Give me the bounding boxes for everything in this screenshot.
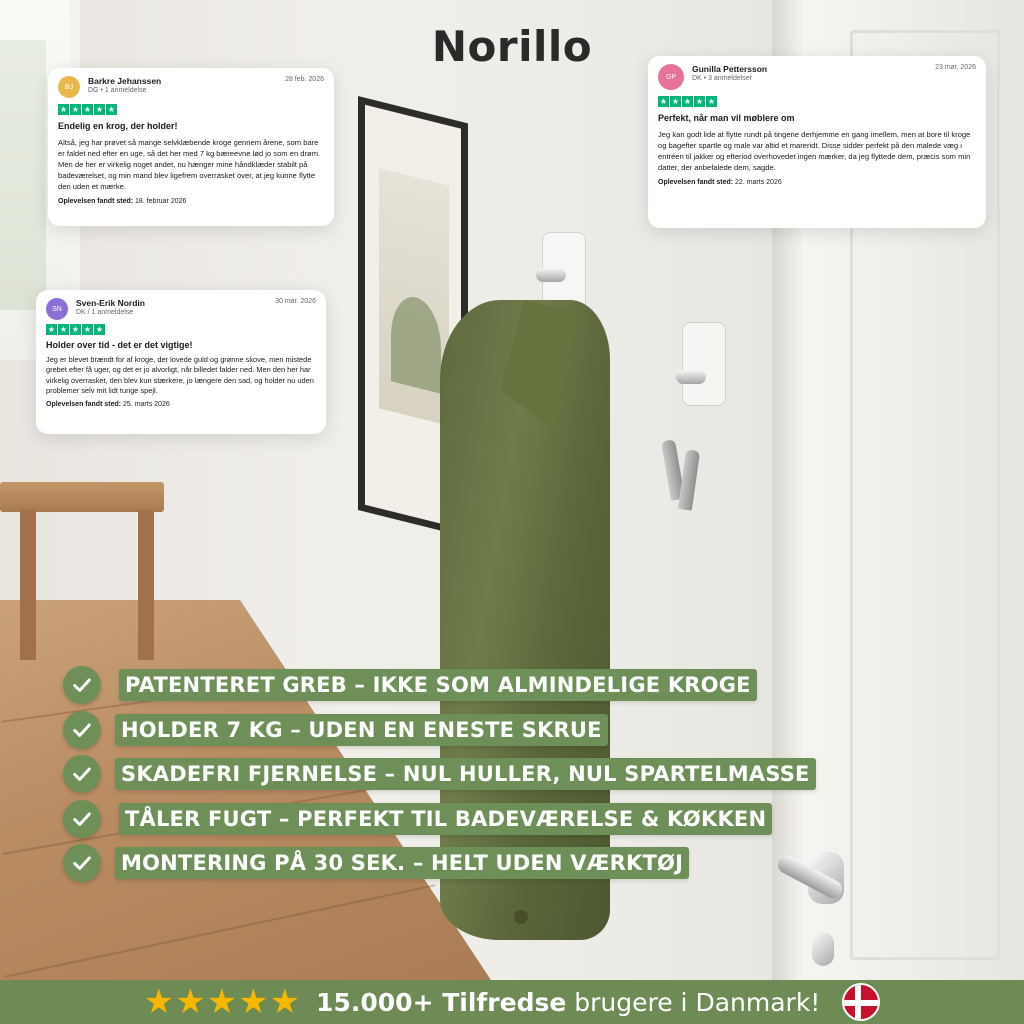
star-rating	[658, 96, 976, 107]
review-title: Holder over tid - det er det vigtige!	[46, 340, 193, 350]
review-date: 23 mar. 2026	[935, 64, 976, 71]
window-pane	[0, 40, 46, 310]
adhesive-hook	[682, 322, 726, 406]
customer-count-text	[316, 988, 820, 1017]
star-icon: ★	[83, 105, 92, 114]
star-icon: ★	[659, 97, 668, 106]
star-icon: ★	[59, 325, 68, 334]
customer-count-strong: 15.000+ Tilfredse	[316, 987, 567, 1017]
star-rating	[58, 104, 324, 115]
reviewer-info	[692, 64, 935, 82]
brand-logo: Norillo	[431, 22, 593, 71]
review-card	[648, 56, 986, 228]
reviewer-info	[76, 298, 275, 316]
experience-date	[658, 179, 976, 186]
star-icon: ★	[707, 97, 716, 106]
review-card	[48, 68, 334, 226]
keyhole-escutcheon	[812, 932, 834, 966]
hook-pin	[536, 268, 566, 282]
review-date: 28 feb. 2026	[285, 76, 324, 83]
experience-date-value: 18. februar 2026	[135, 198, 187, 205]
check-icon	[63, 800, 101, 838]
avatar: SN	[46, 298, 68, 320]
framed-artwork	[379, 168, 449, 425]
star-icon: ★	[175, 983, 206, 1021]
star-icon: ★	[95, 105, 104, 114]
denmark-flag-icon	[842, 983, 880, 1021]
reviewer-name: Sven-Erik Nordin	[76, 298, 145, 308]
avatar: GP	[658, 64, 684, 90]
benefit-label: PATENTERET GREB – IKKE SOM ALMINDELIGE KROGE	[119, 669, 757, 701]
review-body: Altså, jeg har prøvet så mange selvklæbende kroge gennem årene, som bare er faldet ned efter en uge, så det her med 7 kg bæreevne lød jo som en drøm. Men de her er virkelig noget andet, nu hænger mine håndklæder stabilt på badeværelset, og min mand blev ligefrem overrasket over, at jeg kunne flytte den uden et mærke.	[58, 138, 321, 191]
star-icon: ★	[83, 325, 92, 334]
wooden-bench	[0, 482, 164, 512]
hook-pin	[676, 370, 706, 384]
review-title: Endelig en krog, der holder!	[58, 121, 178, 131]
star-icon: ★	[95, 325, 104, 334]
star-rating	[46, 324, 316, 335]
star-icon: ★	[695, 97, 704, 106]
star-icon: ★	[71, 105, 80, 114]
flag-cross-horizontal	[844, 1000, 880, 1006]
benefit-label: TÅLER FUGT – PERFEKT TIL BADEVÆRELSE & KØKKEN	[119, 803, 772, 835]
benefit-item	[63, 711, 608, 749]
star-icon: ★	[107, 105, 116, 114]
jacket-button	[514, 910, 528, 924]
review-body: Jeg kan godt lide at flytte rundt på tingene derhjemme en gang imellem, men at bore til kroge og bagefter spartle og male var altid et mareridt. Disse sidder perfekt på den malede væg i entréen til jakker og efteriod overhovedet ingen mærker, da jeg flyttede dem, præcis som min datter, der anbefalede dem, sagde.	[658, 130, 971, 172]
reviewer-meta: DK / 1 anmeldelse	[76, 309, 134, 316]
check-icon	[63, 844, 101, 882]
star-icon: ★	[671, 97, 680, 106]
check-icon	[63, 711, 101, 749]
review-header	[658, 64, 976, 90]
bench-leg	[138, 510, 154, 660]
review-header	[46, 298, 316, 320]
review-date: 30 mar. 2026	[275, 298, 316, 305]
benefit-item	[63, 755, 816, 793]
star-icon: ★	[143, 983, 175, 1021]
reviewer-meta: DG • 1 anmeldelse	[88, 87, 147, 94]
rating-stars	[144, 985, 300, 1019]
reviewer-info	[88, 76, 285, 94]
bench-leg	[20, 510, 36, 660]
review-header	[58, 76, 324, 98]
customer-count-rest: brugere i Danmark!	[566, 987, 821, 1017]
artwork-shape	[391, 291, 441, 393]
benefit-label: HOLDER 7 KG – UDEN EN ENESTE SKRUE	[115, 714, 608, 746]
benefit-item	[63, 844, 689, 882]
experience-date-label: Oplevelsen fandt sted:	[658, 179, 734, 186]
review-card	[36, 290, 326, 434]
star-icon: ★	[59, 105, 68, 114]
reviewer-name: Gunilla Pettersson	[692, 64, 768, 74]
avatar: BJ	[58, 76, 80, 98]
experience-date-label: Oplevelsen fandt sted:	[58, 198, 134, 205]
benefit-label: MONTERING PÅ 30 SEK. – HELT UDEN VÆRKTØJ	[115, 847, 689, 879]
review-title: Perfekt, når man vil møblere om	[658, 113, 795, 123]
experience-date	[58, 198, 324, 205]
experience-date-value: 25. marts 2026	[123, 401, 170, 409]
reviewer-meta: DK • 3 anmeldelser	[692, 75, 753, 82]
star-icon: ★	[269, 983, 301, 1021]
check-icon	[63, 666, 101, 704]
star-icon: ★	[71, 325, 80, 334]
social-proof-bar	[0, 980, 1024, 1024]
review-body: Jeg er blevet brændt for af kroge, der lovede guld og grønne skove, men mistede grebet efter få uger, og det er jo alvorligt, når billedet falder ned. Men den her har virkelig overrasket, den blev kun stærkere, jo længere den sad, og holder nu uden problemer selv mit lidt tunge spejl.	[46, 355, 314, 396]
star-icon: ★	[238, 983, 269, 1021]
experience-date-value: 22. marts 2026	[735, 179, 782, 186]
reviewer-name: Barkre Jehanssen	[88, 76, 162, 86]
benefit-item	[63, 800, 772, 838]
benefit-label: SKADEFRI FJERNELSE – NUL HULLER, NUL SPARTELMASSE	[115, 758, 816, 790]
experience-date	[46, 401, 316, 408]
benefit-item	[63, 666, 757, 704]
star-icon: ★	[683, 97, 692, 106]
star-icon: ★	[206, 983, 238, 1021]
star-icon: ★	[47, 325, 56, 334]
check-icon	[63, 755, 101, 793]
experience-date-label: Oplevelsen fandt sted:	[46, 401, 122, 409]
